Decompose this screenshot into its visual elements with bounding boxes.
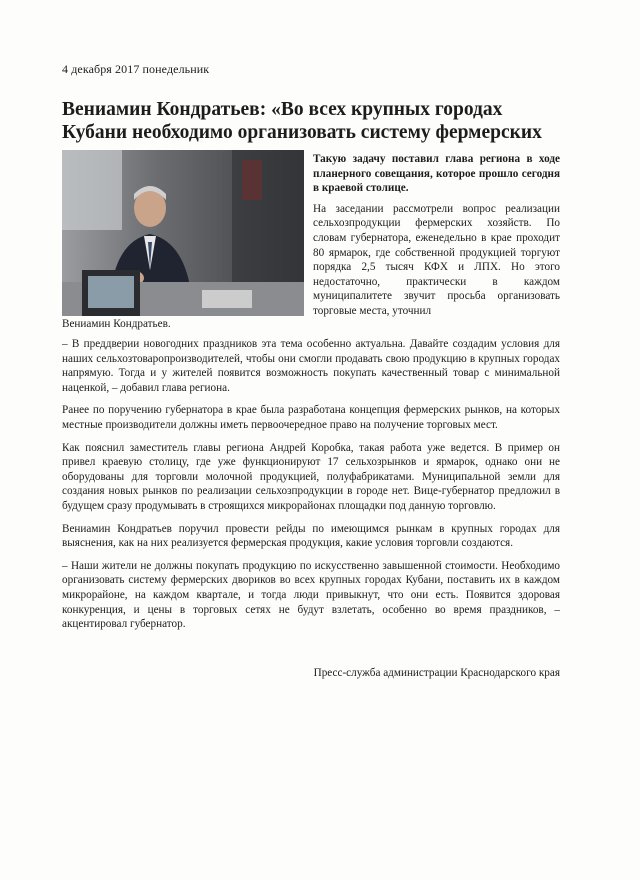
meeting-photo-illustration — [62, 150, 304, 316]
article-headline: Вениамин Кондратьев: «Во всех крупных городах Кубани необходимо организовать систему фермерских — [62, 99, 542, 143]
article-paragraph: – В преддверии новогодних праздников эта тема особенно актуальна. Давайте создадим условия для наших сельхозтоваропроизводителей, чтобы они смогли продавать свою продукцию в крупных городах напрямую. Тогда и у жителей появится возможность покупать качественный товар с минимальной наценкой, – добавил глава региона. — [62, 338, 560, 394]
lead-column — [313, 152, 560, 319]
paragraph-1-tail: Вениамин Кондратьев. — [62, 318, 171, 330]
article-paragraph: Как пояснил заместитель главы региона Андрей Коробка, такая работа уже ведется. В пример он привел краевую столицу, где уже функционируют 17 сельхозрынков и ярмарок, однако они не оборудованы для торговли молочной продукцией, полуфабрикатами. Муниципальной земли для создания новых рынков по реализации сельхозпродукции в городе нет. Вице-губернатор предложил в будущем сразу продумывать в строящихся микрорайонах площадки под данную торговлю. — [62, 441, 560, 512]
article-paragraph: – Наши жители не должны покупать продукцию по искусственно завышенной стоимости. Необходимо организовать систему фермерских двориков во всех крупных городах Кубани, поставить их в каждом микрорайоне, на каждом квартале, и тогда люди привыкнут, что они есть. Появится здоровая конкуренция, и цены в торговых сетях не будут взлетать, особенно во время праздников, – акцентировал губернатор. — [62, 559, 560, 631]
press-service-signature: Пресс-служба администрации Краснодарского края — [313, 667, 560, 679]
article-paragraph: Ранее по поручению губернатора в крае была разработана концепция фермерских рынков, на которых местные производители должны иметь первоочередное право на получение торговых мест. — [62, 404, 560, 431]
article-paragraph: Вениамин Кондратьев поручил провести рейды по имеющимся рынкам в крупных городах для выяснения, как на них реализуется фермерская продукция, какие условия торговли создаются. — [62, 522, 560, 550]
article-body — [62, 337, 560, 640]
article-photo — [62, 150, 304, 316]
article-paragraph-1: На заседании рассмотрели вопрос реализации сельхозпродукции фермерских хозяйств. По словам губернатора, еженедельно в крае проходит 80 ярмарок, где собственной продукцией торгуют порядка 2,5 тысяч КФХ и ЛПХ. Но этого недостаточно, практически в каждом муниципалитете звучит просьба организовать торговые места, уточнил — [313, 202, 560, 317]
article-date: 4 декабря 2017 понедельник — [62, 62, 210, 76]
article-lead: Такую задачу поставил глава региона в ходе планерного совещания, которое прошло сегодня в краевой столице. — [313, 153, 560, 195]
